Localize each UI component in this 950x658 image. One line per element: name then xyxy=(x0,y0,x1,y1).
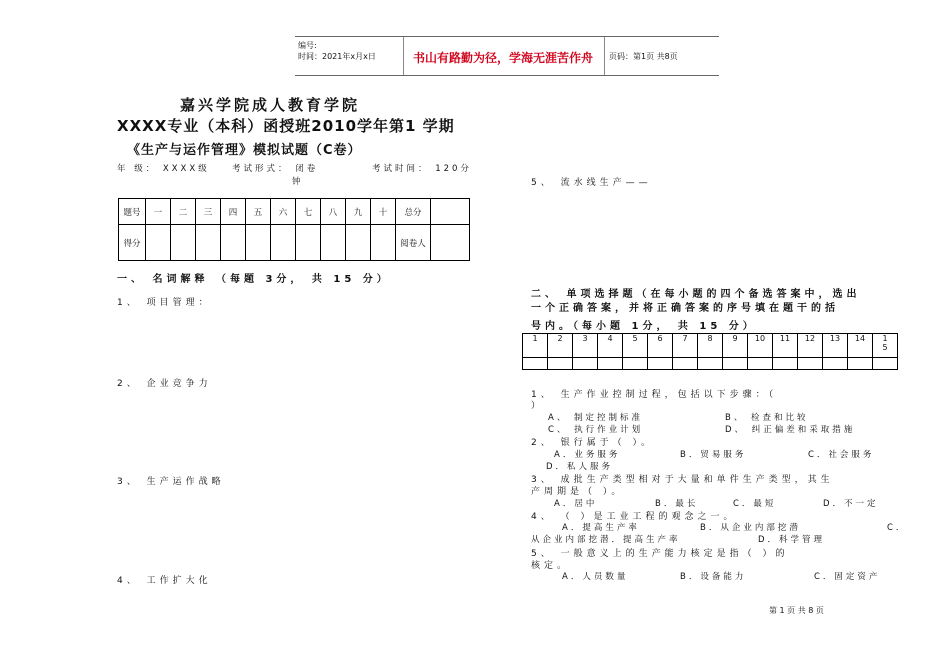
option: D．科学管理 xyxy=(758,535,826,545)
section2-title: 二、 单项选择题（在每小题的四个备选答案中，选出 xyxy=(531,289,861,300)
score-cell xyxy=(171,225,196,261)
row-label: 题号 xyxy=(119,199,146,225)
score-cell xyxy=(196,225,221,261)
total-header: 总分 xyxy=(396,199,431,225)
answer-cell xyxy=(598,358,623,370)
empty-cell xyxy=(431,199,470,225)
answer-number: 1 xyxy=(523,334,548,358)
answer-number: 13 xyxy=(823,334,848,358)
score-cell xyxy=(321,225,346,261)
answer-number: 6 xyxy=(648,334,673,358)
answer-number-text: 1 xyxy=(882,334,888,343)
answer-cell xyxy=(798,358,823,370)
answer-number: 10 xyxy=(748,334,773,358)
answer-cell xyxy=(623,358,648,370)
question-stem: 3、 成批生产类型相对于大量和单件生产类型，其生 xyxy=(531,475,834,485)
grade-info: 年 级： XXXX级 xyxy=(117,164,210,174)
header-divider xyxy=(403,37,404,75)
answer-number: 2 xyxy=(548,334,573,358)
header-cell: 二 xyxy=(171,199,196,225)
answer-cell xyxy=(823,358,848,370)
term-title: XXXX专业（本科）函授班2010学年第1 学期 xyxy=(117,117,455,135)
answer-number: 5 xyxy=(623,334,648,358)
term-question: 3、 生产运作战略 xyxy=(117,477,225,487)
option: 从企业内部挖潜．提高生产率 xyxy=(531,535,681,545)
question-stem: 4、 （ ）是工业工程的观念之一。 xyxy=(531,512,737,522)
header-cell: 三 xyxy=(196,199,221,225)
option: C．社会服务 xyxy=(808,450,875,460)
header-cell: 十 xyxy=(371,199,396,225)
option: A．业务服务 xyxy=(554,450,621,460)
header-cell: 一 xyxy=(146,199,171,225)
answer-number-text: 5 xyxy=(882,343,888,352)
term-question: 5、 流水线生产—— xyxy=(531,178,652,188)
page-footer: 第 1 页 共 8 页 xyxy=(769,606,824,615)
answer-number: 12 xyxy=(798,334,823,358)
option: C． xyxy=(887,523,908,533)
option: C．固定资产 xyxy=(814,572,881,582)
answer-cell xyxy=(673,358,698,370)
code-label: 编号: xyxy=(298,41,317,50)
answer-cell xyxy=(698,358,723,370)
reviewer-cell: 阅卷人 xyxy=(396,225,431,261)
option: A、 制定控制标准 xyxy=(548,413,644,423)
school-title: 嘉兴学院成人教育学院 xyxy=(180,96,361,114)
score-cell xyxy=(146,225,171,261)
exam-title: 《生产与运作管理》模拟试题（C卷） xyxy=(127,143,362,158)
row-label: 得分 xyxy=(119,225,146,261)
exam-form: 考试形式： 闭卷 xyxy=(232,164,319,174)
time-label: 时间：2021年x月x日 xyxy=(298,52,376,61)
exam-time-cont: 钟 xyxy=(292,177,304,187)
section2-title: 一个正确答案，并将正确答案的序号填在题干的括 xyxy=(531,303,839,314)
answer-cell xyxy=(873,358,898,370)
answer-number: 11 xyxy=(773,334,798,358)
answer-cell xyxy=(773,358,798,370)
empty-cell xyxy=(431,225,470,261)
option: D．私人服务 xyxy=(546,462,614,472)
question-stem: 核定。 xyxy=(531,561,571,571)
header-divider xyxy=(604,37,605,75)
answer-table xyxy=(522,333,898,370)
option: A．提高生产率 xyxy=(562,523,640,533)
answer-number-last xyxy=(873,334,898,358)
header-cell: 五 xyxy=(246,199,271,225)
page-info: 页码：第1页 共8页 xyxy=(609,52,678,61)
header-cell: 六 xyxy=(271,199,296,225)
question-stem: 1、 生产作业控制过程，包括以下步骤：（ xyxy=(531,390,778,400)
term-question: 4、 工作扩大化 xyxy=(117,576,212,586)
header-cell: 四 xyxy=(221,199,246,225)
answer-cell xyxy=(548,358,573,370)
option: B．最长 xyxy=(655,499,699,509)
answer-number: 9 xyxy=(723,334,748,358)
section1-title: 一、 名词解释 （每题 3分， 共 15 分） xyxy=(117,274,391,285)
score-table xyxy=(118,198,470,261)
score-cell xyxy=(221,225,246,261)
option: C．最短 xyxy=(733,499,777,509)
option: B．设备能力 xyxy=(680,572,747,582)
question-stem: 产周期是（ ）。 xyxy=(531,487,625,497)
option: B．从企业内部挖潜 xyxy=(700,523,801,533)
answer-cell xyxy=(748,358,773,370)
score-cell xyxy=(346,225,371,261)
header-cell: 八 xyxy=(321,199,346,225)
option: A．人员数量 xyxy=(562,572,629,582)
score-cell xyxy=(296,225,321,261)
answer-number: 14 xyxy=(848,334,873,358)
answer-cell xyxy=(648,358,673,370)
option: B、 检查和比较 xyxy=(725,413,809,423)
score-cell xyxy=(246,225,271,261)
section2-title: 号内。（每小题 1分， 共 15 分） xyxy=(531,321,757,332)
answer-cell xyxy=(523,358,548,370)
answer-number: 8 xyxy=(698,334,723,358)
option: A．居中 xyxy=(554,499,598,509)
answer-cell xyxy=(573,358,598,370)
term-question: 2、 企业竞争力 xyxy=(117,379,212,389)
term-question: 1、 项目管理： xyxy=(117,298,212,308)
answer-number: 4 xyxy=(598,334,623,358)
question-stem: ） xyxy=(531,401,545,411)
answer-number: 3 xyxy=(573,334,598,358)
question-stem: 5、 一般意义上的生产能力核定是指（ ）的 xyxy=(531,549,789,559)
header-cell: 七 xyxy=(296,199,321,225)
score-cell xyxy=(271,225,296,261)
header-cell: 九 xyxy=(346,199,371,225)
option: C、 执行作业计划 xyxy=(548,425,644,435)
option: D．不一定 xyxy=(823,499,879,509)
option: B．贸易服务 xyxy=(680,450,747,460)
exam-time: 考试时间： 120分 xyxy=(372,164,472,174)
answer-number: 7 xyxy=(673,334,698,358)
answer-cell xyxy=(848,358,873,370)
motto: 书山有路勤为径，学海无涯苦作舟 xyxy=(413,51,594,65)
option: D、 纠正偏差和采取措施 xyxy=(725,425,856,435)
question-stem: 2、 银行属于（ ）。 xyxy=(531,438,654,448)
answer-cell xyxy=(723,358,748,370)
score-cell xyxy=(371,225,396,261)
